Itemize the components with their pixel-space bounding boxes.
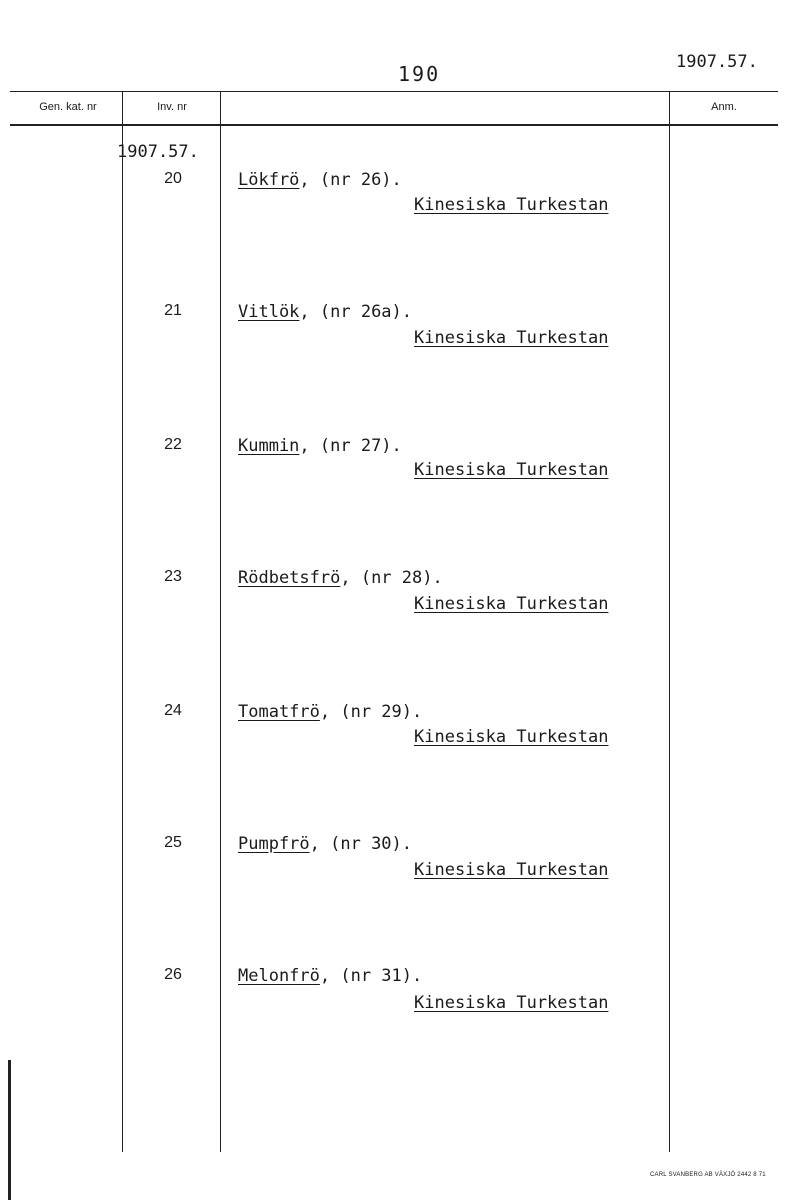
item-name: Rödbetsfrö bbox=[238, 568, 341, 588]
catalog-reference: 1907.57. bbox=[676, 52, 758, 72]
header-top-rule bbox=[10, 91, 778, 92]
inventory-number: 20 bbox=[164, 170, 182, 187]
column-header-inv-nr: Inv. nr bbox=[157, 101, 187, 113]
column-divider-3 bbox=[669, 91, 670, 1152]
column-header-anm: Anm. bbox=[711, 101, 737, 113]
item-ref: , (nr 27). bbox=[299, 436, 402, 456]
item-origin: Kinesiska Turkestan bbox=[414, 727, 609, 747]
item-origin: Kinesiska Turkestan bbox=[414, 860, 609, 880]
item-name: Lökfrö bbox=[238, 170, 300, 190]
item-origin: Kinesiska Turkestan bbox=[414, 328, 609, 348]
item-ref: , (nr 28). bbox=[340, 568, 443, 588]
item-name: Pumpfrö bbox=[238, 834, 310, 854]
entry-line bbox=[238, 834, 412, 854]
entry-line bbox=[238, 702, 422, 722]
item-name: Tomatfrö bbox=[238, 702, 320, 722]
item-name: Kummin bbox=[238, 436, 300, 456]
inventory-number: 23 bbox=[164, 568, 182, 585]
item-ref: , (nr 29). bbox=[319, 702, 423, 722]
page-number: 190 bbox=[398, 62, 441, 86]
printer-mark: CARL SVANBERG AB VÄXJÖ 2442 8 71 bbox=[650, 1172, 766, 1178]
entry-line bbox=[238, 568, 443, 588]
series-label: 1907.57. bbox=[117, 142, 199, 162]
inventory-number: 22 bbox=[164, 436, 182, 453]
item-ref: , (nr 26a). bbox=[299, 302, 413, 322]
item-ref: , (nr 30). bbox=[309, 834, 413, 854]
column-divider-1 bbox=[122, 91, 123, 1152]
entry-line bbox=[238, 966, 422, 986]
item-origin: Kinesiska Turkestan bbox=[414, 195, 609, 215]
header-bottom-rule bbox=[10, 124, 778, 126]
item-ref: , (nr 31). bbox=[319, 966, 423, 986]
entry-line bbox=[238, 302, 412, 322]
item-origin: Kinesiska Turkestan bbox=[414, 594, 609, 614]
entry-line bbox=[238, 436, 402, 456]
left-margin-mark bbox=[8, 1060, 11, 1200]
item-origin: Kinesiska Turkestan bbox=[414, 993, 609, 1013]
entry-line bbox=[238, 170, 402, 190]
inventory-number: 24 bbox=[164, 702, 182, 719]
column-header-gen-kat-nr: Gen. kat. nr bbox=[39, 101, 97, 113]
item-ref: , (nr 26). bbox=[299, 170, 402, 190]
inventory-number: 21 bbox=[164, 302, 182, 319]
item-name: Vitlök bbox=[238, 302, 300, 322]
item-name: Melonfrö bbox=[238, 966, 320, 986]
item-origin: Kinesiska Turkestan bbox=[414, 460, 609, 480]
inventory-number: 25 bbox=[164, 834, 182, 851]
column-divider-2 bbox=[220, 91, 221, 1152]
inventory-number: 26 bbox=[164, 966, 182, 983]
